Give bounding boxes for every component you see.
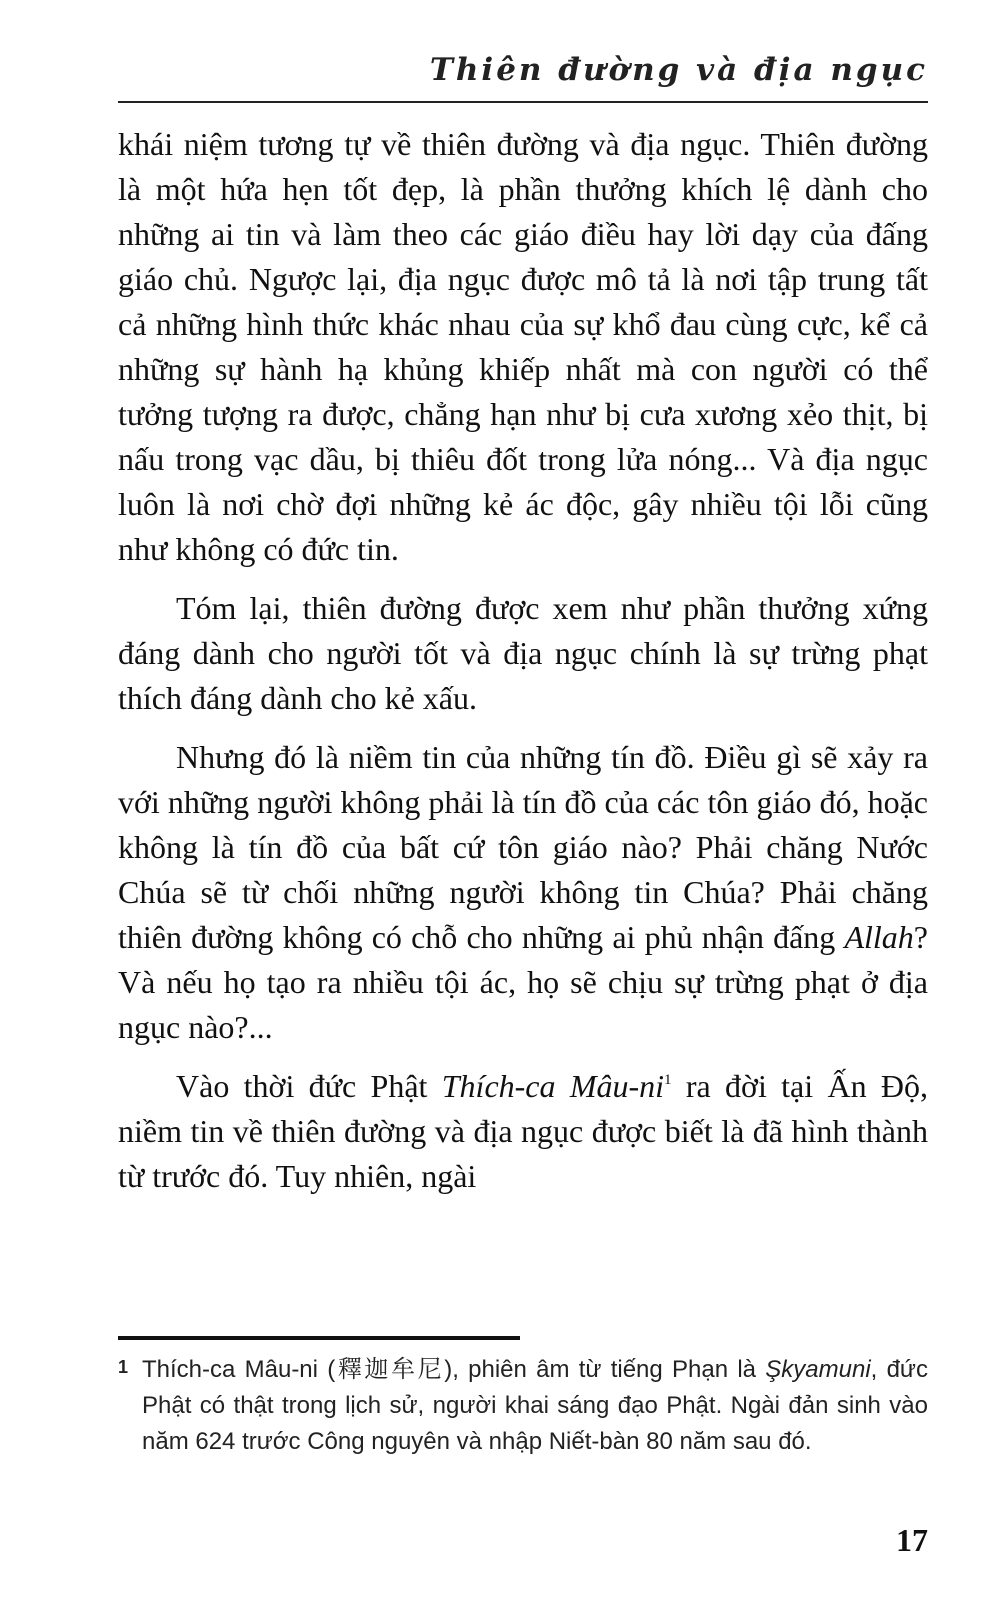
paragraph-1: khái niệm tương tự về thiên đường và địa ngục. Thiên đường là một hứa hẹn tốt đẹp, là phần thưởng khích lệ dành cho những ai tin và làm theo các giáo điều hay lời dạy của đấng giáo chủ. Ngược lại, địa ngục được mô tả là nơi tập trung tất cả những hình thức khác nhau của sự khổ đau cùng cực, kể cả những sự hành hạ khủng khiếp nhất mà con người có thể tưởng tượng ra được, chẳng hạn như bị cưa xương xẻo thịt, bị nấu trong vạc dầu, bị thiêu đốt trong lửa nóng... Và địa ngục luôn là nơi chờ đợi những kẻ ác độc, gây nhiều tội lỗi cũng như không có đức tin.	[118, 126, 928, 567]
footnote-number: 1	[118, 1357, 129, 1377]
paragraph-3	[118, 735, 928, 1050]
allah-term: Allah	[844, 919, 914, 955]
buddha-name: Thích-ca Mâu-ni	[441, 1068, 665, 1104]
paragraph-4-text-a: Vào thời đức Phật	[176, 1068, 442, 1104]
footnote-text-b: , đức Phật có thật trong lịch sử, người khai sáng đạo Phật. Ngài đản sinh vào năm 624 trước Công nguyên và nhập Niết-bàn 80 năm sau đó.	[142, 1356, 928, 1455]
page-number: 17	[896, 1522, 928, 1558]
paragraph-3-text-b: ? Và nếu họ tạo ra nhiều tội ác, họ sẽ chịu sự trừng phạt ở địa ngục nào?...	[118, 919, 928, 1045]
footnote-reference[interactable]: 1	[664, 1072, 672, 1088]
paragraph-3-text-a: Nhưng đó là niềm tin của những tín đồ. Điều gì sẽ xảy ra với những người không phải là tín đồ của các tôn giáo đó, hoặc không là tín đồ của bất cứ tôn giáo nào? Phải chăng Nước Chúa sẽ từ chối những người không tin Chúa? Phải chăng thiên đường không có chỗ cho những ai phủ nhận đấng	[118, 739, 928, 955]
footnote	[118, 1352, 928, 1460]
paragraph-2: Tóm lại, thiên đường được xem như phần thưởng xứng đáng dành cho người tốt và địa ngục chính là sự trừng phạt thích đáng dành cho kẻ xấu.	[118, 590, 928, 716]
paragraph-4-text-b: ra đời tại Ấn Độ, niềm tin về thiên đường và địa ngục được biết là đã hình thành từ trước đó. Tuy nhiên, ngài	[118, 1068, 929, 1194]
running-title: Thiên đường và địa ngục	[429, 52, 928, 88]
header-rule	[118, 101, 928, 103]
body-text	[118, 122, 928, 1213]
paragraph-4	[118, 1064, 928, 1199]
sanskrit-term: Şkyamuni	[765, 1356, 871, 1383]
footnote-text-a: Thích-ca Mâu-ni (釋迦牟尼), phiên âm từ tiếng Phạn là	[142, 1356, 766, 1383]
footnote-rule	[118, 1336, 520, 1340]
footnote-body	[142, 1352, 928, 1460]
